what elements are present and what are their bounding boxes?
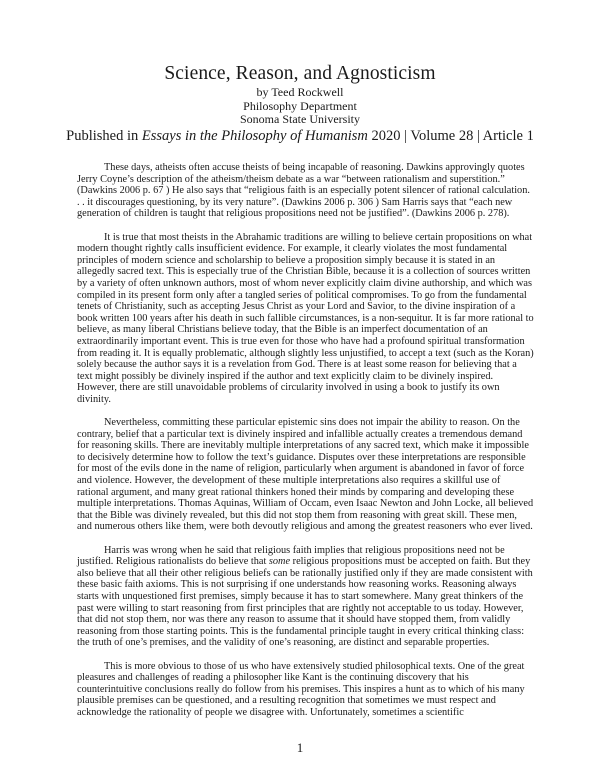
publication-line [0,128,600,144]
author-byline: by Teed Rockwell [256,85,344,99]
paragraph-2: It is true that most theists in the Abrahamic traditions are willing to believe certain propositions on what modern thought rightly calls insufficient evidence. For example, it clearly violates the most fundamental principles of modern science and scholarship to believe a proposition simply because it is stated in an allegedly sacred text. This is especially true of the Christian Bible, because it is a collection of sources written by a variety of often unknown authors, most of whom never explicitly claim divine authorship, and which was compiled in its present form only after a tangled series of political compromises. To go from the fundamental tenets of Christianity, such as accepting Jesus Christ as your Lord and Savior, to the divine inspiration of a book written 100 years after his death in such fallible circumstances, is a non-sequitur. It is far more rational to believe, as many liberal Christians believe today, that the Bible is an imperfect documentation of an extraordinarily important event. This is true even for those who have had a profound spiritual transformation from reading it. It is equally problematic, although slightly less unjustified, to accept a text (such as the Koran) solely because the author says it is a revelation from God. There is at least some reason for believing that a text might possibly be divinely inspired if the author and text explicitly claim to be divinely inspired. However, there are still unavoidable problems of circularity involved in using a book to justify its own divinity. [77,231,534,405]
emphasis-some: some [268,556,291,568]
published-suffix: 2020 | Volume 28 | Article 1 [367,127,534,144]
page-number: 1 [296,740,304,755]
author-university: Sonoma State University [240,112,360,126]
paper-header [0,62,600,144]
paper-body [77,162,534,730]
author-department: Philosophy Department [243,98,357,113]
paragraph-5: This is more obvious to those of us who have extensively studied philosophical texts. One of the great pleasures and challenges of reading a philosopher like Kant is the continuing discovery that his counterintuitive conclusions really do follow from his premises. This inspires a hunt as to which of his many plausible premises can be questioned, and a resulting recognition that sometimes we must respect and acknowledge the rationality of people we disagree with. Unfortunately, sometimes a scientific [77,660,525,718]
paragraph-1: These days, atheists often accuse theists of being incapable of reasoning. Dawkins approvingly quotes Jerry Coyne’s description of the atheism/theism debate as a war “between rationalism and superstition.” (Dawkins 2006 p. 67 ) He also says that “religious faith is an especially potent silencer of rational calculation. . . it discourages questioning, by its very nature”. (Dawkins 2006 p. 306 ) Sam Harris says that “each new generation of children is taught that religious propositions need not be justified”. (Dawkins 2006 p. 278). [77,162,530,220]
paragraph-4 [77,545,534,649]
paper-title: Science, Reason, and Agnosticism [164,63,436,84]
published-prefix: Published in [66,127,142,144]
paragraph-4-part-b: religious propositions must be accepted on faith. But they also believe that all their other religious beliefs can be rationally justified only if they are made consistent with these basic faith axioms. This is not surprising if one understands how reasoning works. Reasoning always starts with unquestioned first premises, simply because it has to start somewhere. Many great thinkers of the past were willing to start reasoning from first principles that are rightly not acceptable to us today. However, that did not stop them, nor was there any reason to assume that it should have stopped them, from validly reasoning from those starting points. This is the fundamental principle taught in every critical thinking class: the truth of one’s premises, and the validity of one’s reasoning, are distinct and separable properties. [77,556,533,649]
journal-name: Essays in the Philosophy of Humanism [141,127,368,144]
paragraph-3: Nevertheless, committing these particular epistemic sins does not impair the ability to reason. On the contrary, belief that a particular text is divinely inspired and infallible actually creates a tremendous demand for reasoning skills. There are inevitably multiple interpretations of any sacred text, which make it impossible to decisively determine how to follow the text’s guidance. Disputes over these interpretations are responsible for most of the evils done in the name of religion, particularly when argument is abandoned in favor of force and violence. However, the development of these multiple interpretations also requires a skillful use of rational argument, and many great rational thinkers honed their minds by comparing and developing these multiple interpretations. Thomas Aquinas, William of Occam, even Isaac Newton and John Locke, all believed that the Bible was divinely revealed, but this did not stop them from reasoning with great skill. These men, and numerous others like them, were both devoutly religious and among the greatest reasoners who ever lived. [77,417,534,533]
paragraph-4-part-a: Harris was wrong when he said that religious faith implies that religious propositions need not be justified. Religious rationalists do believe that [77,544,505,568]
